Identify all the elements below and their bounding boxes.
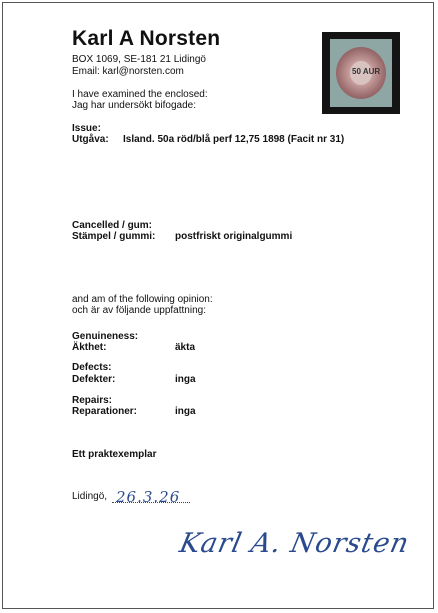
intro-en: I have examined the enclosed: <box>72 89 208 100</box>
opinion-en: and am of the following opinion: <box>72 294 213 305</box>
issuer-address: BOX 1069, SE-181 21 Lidingö <box>72 54 206 65</box>
issue-label-en: Issue: <box>72 123 101 134</box>
genuineness-label-sv: Äkthet: <box>72 342 107 353</box>
issuer-name: Karl A Norsten <box>72 27 221 50</box>
gum-label-en: Cancelled / gum: <box>72 220 153 231</box>
repairs-label-en: Repairs: <box>72 395 113 406</box>
intro-sv: Jag har undersökt bifogade: <box>72 100 196 111</box>
stamp-value-text: 50 AUR <box>352 67 381 76</box>
genuineness-value: äkta <box>175 342 196 353</box>
issue-label-sv: Utgåva: <box>72 134 109 145</box>
repairs-value: inga <box>175 406 196 417</box>
date-dotted-line <box>112 502 190 503</box>
defects-label-en: Defects: <box>72 362 112 373</box>
gum-label-sv: Stämpel / gummi: <box>72 231 156 242</box>
gum-value: postfriskt originalgummi <box>175 231 293 242</box>
defects-label-sv: Defekter: <box>72 374 116 385</box>
genuineness-label-en: Genuineness: <box>72 331 139 342</box>
issuer-email: Email: karl@norsten.com <box>72 66 184 77</box>
place-label: Lidingö, <box>72 491 108 502</box>
handwritten-signature: Karl A. Norsten <box>176 528 413 559</box>
repairs-label-sv: Reparationer: <box>72 406 138 417</box>
defects-value: inga <box>175 374 196 385</box>
handwritten-date: 26.3.26 <box>116 488 181 506</box>
opinion-sv: och är av följande uppfattning: <box>72 305 206 316</box>
stamp-image <box>322 32 400 114</box>
issue-value: Island. 50a röd/blå perf 12,75 1898 (Facit nr 31) <box>123 134 345 145</box>
verdict-text: Ett praktexemplar <box>72 449 157 460</box>
